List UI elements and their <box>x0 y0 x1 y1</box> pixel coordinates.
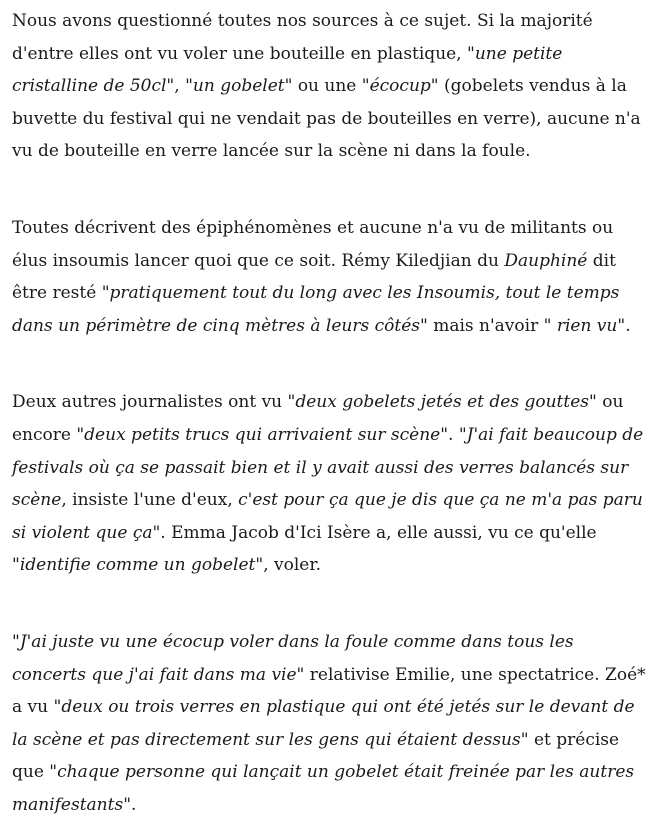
quote-text: "chaque personne qui lançait un gobelet était freinée par les autres manifestants" <box>12 762 635 815</box>
body-text: relativise Emilie, une spectatrice. Zoé* a vu <box>12 664 646 718</box>
body-text: , insiste l'une d'eux, <box>61 490 239 511</box>
body-text: Toutes décrivent des épiphénomènes et aucune n'a vu de militants ou élus insoumis lancer quoi que ce soit. Rémy Kiledjian du <box>12 217 614 271</box>
quote-text: c'est pour ça que je dis que ça ne m'a pas paru si violent que ça" <box>12 490 643 543</box>
body-text: . <box>131 794 137 815</box>
paragraph-journalistes <box>12 386 652 582</box>
quote-text: "J'ai fait beaucoup de festivals où ça se passait bien et il y avait aussi des verres balancés sur scène <box>12 424 644 511</box>
quote-text: "pratiquement tout du long avec les Insoumis, tout le temps dans un périmètre de cinq mètres à leurs côtés" <box>12 283 620 336</box>
body-text: ou encore <box>12 392 624 445</box>
article-body <box>12 5 652 821</box>
body-text: dit être resté <box>12 250 616 304</box>
quote-text: "écocup" <box>361 76 439 97</box>
quote-text: "deux gobelets jetés et des gouttes" <box>287 392 597 413</box>
quote-text: "deux ou trois verres en plastique qui ont été jetés sur le devant de la scène et pas directement sur les gens qui étaient dessus" <box>12 697 635 750</box>
paragraph-epiphenomenes <box>12 212 652 342</box>
body-text: (gobelets vendus à la buvette du festival qui ne vendait pas de bouteilles en verre), aucune n'a vu de bouteille en verre lancée sur la scène ni dans la foule. <box>12 76 641 162</box>
quote-text: "identifie comme un gobelet" <box>12 555 264 576</box>
body-text: . <box>448 424 459 445</box>
body-text: Deux autres journalistes ont vu <box>12 392 288 413</box>
quote-text: "un gobelet" <box>185 76 293 97</box>
body-text: Nous avons questionné toutes nos sources à ce sujet. Si la majorité d'entre elles ont vu voler une bouteille en plastique, <box>12 11 593 64</box>
paragraph-sources <box>12 5 652 168</box>
quote-text: "J'ai juste vu une écocup voler dans la foule comme dans tous les concerts que j'ai fait dans ma vie" <box>12 631 574 685</box>
body-text: ou une <box>292 76 362 97</box>
body-text: et précise que <box>12 729 620 783</box>
quote-text: " rien vu" <box>543 315 626 336</box>
body-text: . Emma Jacob d'Ici Isère a, elle aussi, vu ce qu'elle <box>160 522 597 543</box>
quote-text: "deux petits trucs qui arrivaient sur scène" <box>76 424 449 445</box>
body-text: . <box>625 315 631 336</box>
quote-text: Dauphiné <box>504 250 588 271</box>
body-text: mais n'avoir <box>427 315 544 336</box>
body-text: , voler. <box>263 555 322 576</box>
quote-text: "une petite cristalline de 50cl" <box>12 43 563 97</box>
body-text: , <box>174 76 186 97</box>
